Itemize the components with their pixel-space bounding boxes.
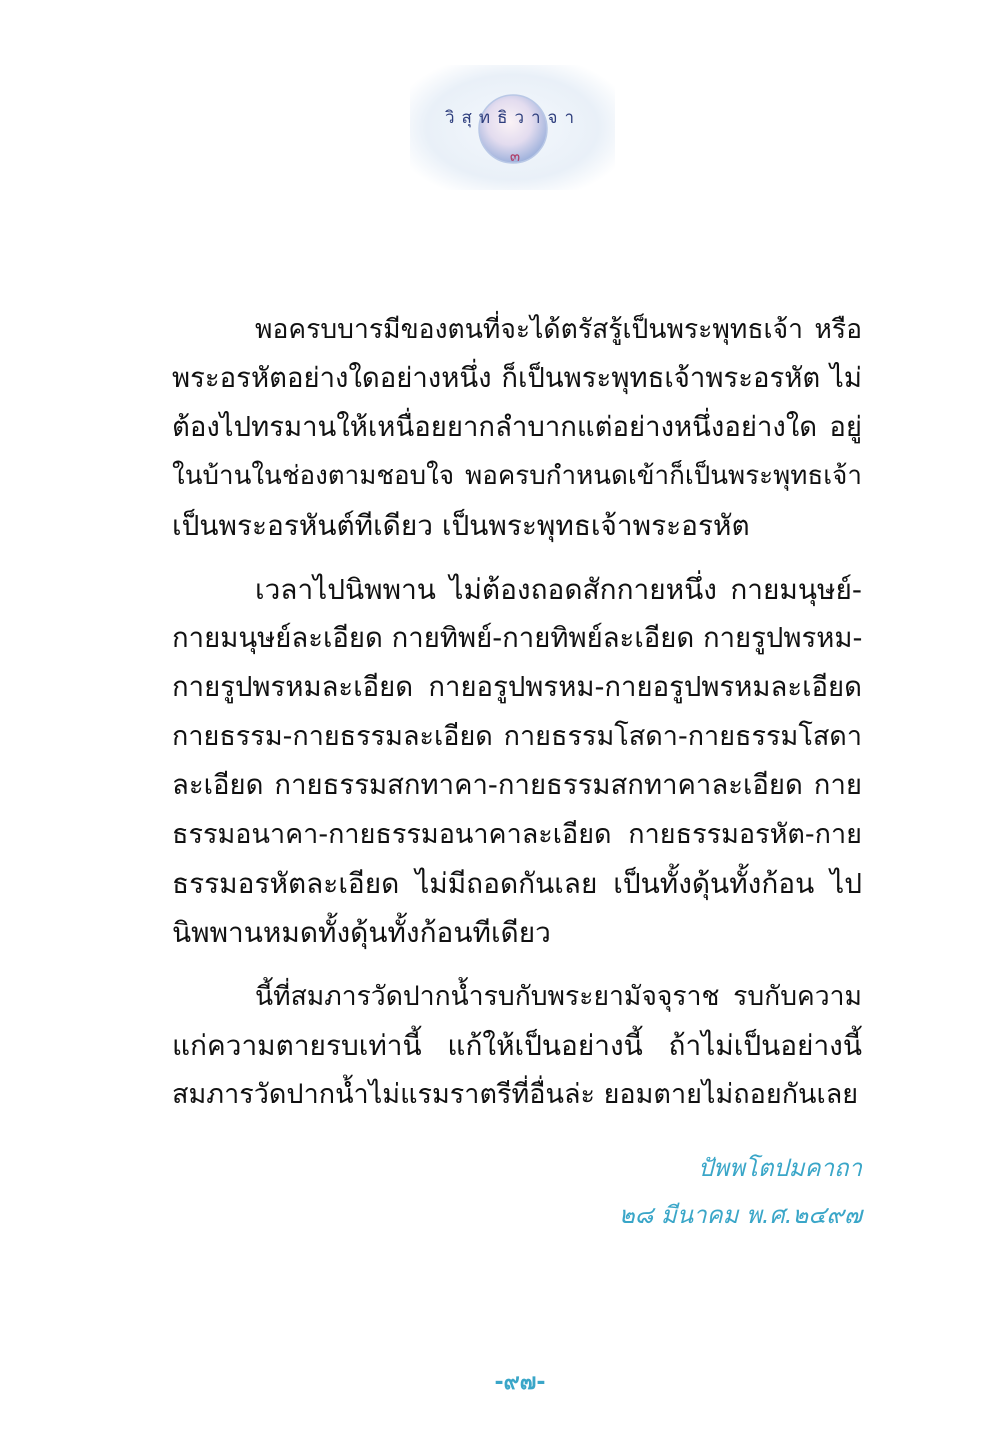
text-line: พระอรหัตอย่างใดอย่างหนึ่ง ก็เป็นพระพุทธเจ้าพระอรหัต ไม่	[172, 362, 862, 394]
logo-emblem	[410, 65, 615, 190]
page-number: -๙๗-	[494, 1370, 546, 1395]
paragraph	[172, 972, 862, 1119]
text-line: กายธรรม-กายธรรมละเอียด กายธรรมโสดา-กายธรรมโสดา	[172, 721, 862, 752]
text-line: ต้องไปทรมานให้เหนื่อยยากลำบากแต่อย่างหนึ่งอย่างใด อยู่	[172, 411, 862, 443]
text-line: นี้ที่สมภารวัดปากน้ำรบกับพระยามัจจุราช รบกับความ	[255, 981, 862, 1012]
text-line: กายรูปพรหมละเอียด กายอรูปพรหม-กายอรูปพรหมละเอียด	[172, 671, 862, 703]
body-text	[172, 305, 862, 1119]
text-line: พอครบบารมีของตนที่จะได้ตรัสรู้เป็นพระพุทธเจ้า หรือ	[255, 314, 862, 345]
signature-title: ปัพพโตปมคาถา	[698, 1154, 862, 1182]
text-line: สมภารวัดปากน้ำไม่แรมราตรีที่อื่นล่ะ ยอมตายไม่ถอยกันเลย	[172, 1079, 859, 1110]
text-line: ธรรมอรหัตละเอียด ไม่มีถอดกันเลย เป็นทั้งดุ้นทั้งก้อน ไป	[172, 867, 862, 900]
logo-graphic	[410, 65, 615, 190]
paragraph	[172, 305, 862, 550]
text-line: เป็นพระอรหันต์ทีเดียว เป็นพระพุทธเจ้าพระอรหัต	[172, 509, 750, 542]
text-line: นิพพานหมดทั้งดุ้นทั้งก้อนทีเดียว	[172, 916, 551, 949]
paragraph	[172, 565, 862, 957]
text-line: ธรรมอนาคา-กายธรรมอนาคาละเอียด กายธรรมอรหัต-กาย	[172, 819, 862, 850]
text-line: กายมนุษย์ละเอียด กายทิพย์-กายทิพย์ละเอียด กายรูปพรหม-	[172, 622, 862, 654]
text-line: ในบ้านในช่องตามชอบใจ พอครบกำหนดเข้าก็เป็นพระพุทธเจ้า	[172, 461, 862, 491]
logo-number: ๓	[509, 147, 521, 165]
signature-date: ๒๘ มีนาคม พ.ศ.๒๔๙๗	[618, 1201, 862, 1229]
text-line: เวลาไปนิพพาน ไม่ต้องถอดสักกายหนึ่ง กายมนุษย์-	[255, 573, 862, 606]
text-line: แก่ความตายรบเท่านี้ แก้ให้เป็นอย่างนี้ ถ้าไม่เป็นอย่างนี้	[172, 1029, 862, 1062]
logo-text: วิสุทธิวาจา	[444, 108, 582, 128]
text-line: ละเอียด กายธรรมสกทาคา-กายธรรมสกทาคาละเอียด กาย	[172, 769, 862, 801]
